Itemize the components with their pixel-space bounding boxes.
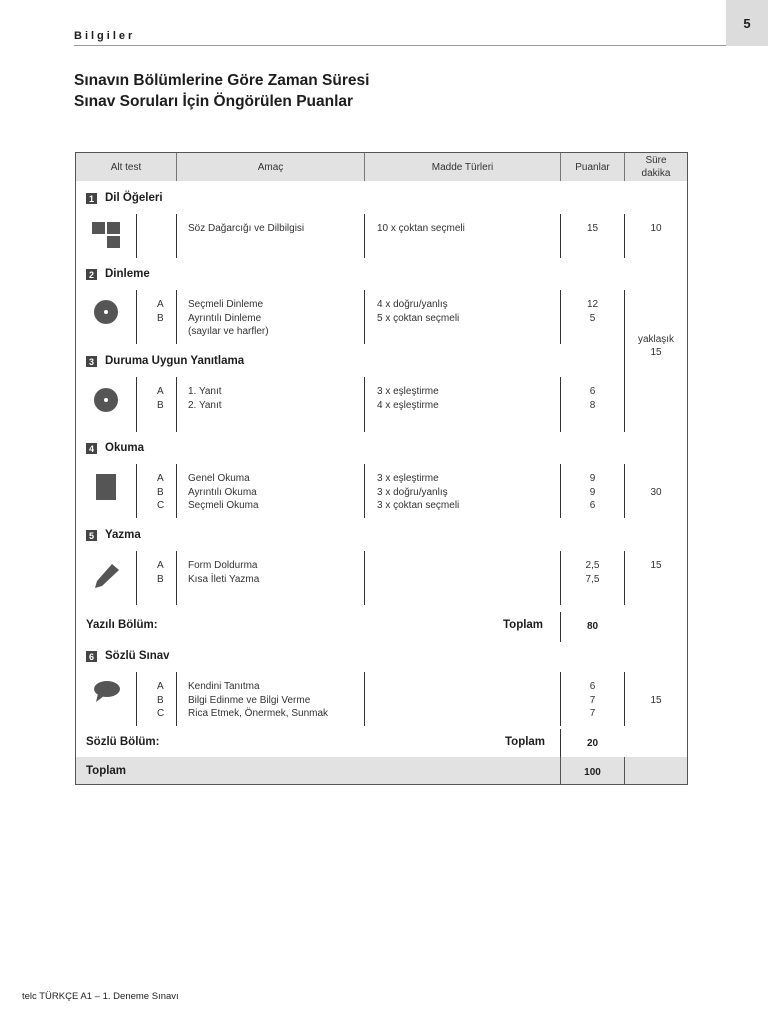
col-sure: Süre	[645, 155, 667, 166]
section-title: Yazma	[105, 529, 141, 541]
section-title: Dinleme	[105, 268, 150, 280]
letter: C	[157, 708, 165, 719]
speech-bubble-icon	[92, 680, 122, 709]
amac-text: 1. Yanıt	[188, 386, 222, 397]
section-title: Okuma	[105, 442, 144, 454]
letter: A	[157, 386, 164, 397]
letter: B	[157, 487, 164, 498]
amac-text: Kendini Tanıtma	[188, 681, 260, 692]
section-number: 6	[86, 651, 97, 662]
puan-value: 6	[589, 386, 596, 397]
col-puanlar: Puanlar	[575, 162, 610, 173]
madde-text: 3 x eşleştirme	[377, 386, 439, 397]
col-alt-test: Alt test	[110, 162, 142, 173]
sozlu-toplam-label: Toplam	[505, 736, 546, 748]
puan-value: 7	[589, 695, 596, 706]
madde-text: 3 x doğru/yanlış	[377, 487, 448, 498]
letter: B	[157, 400, 164, 411]
grand-total-label: Toplam	[86, 765, 127, 777]
section-title: Duruma Uygun Yanıtlama	[105, 355, 245, 367]
amac-text: Söz Dağarcığı ve Dilbilgisi	[188, 223, 305, 234]
grand-total-value: 100	[584, 767, 601, 778]
sure-approx-value: 15	[650, 347, 662, 358]
col-amac: Amaç	[257, 162, 284, 173]
section-number: 4	[86, 443, 97, 454]
yazili-total: 80	[586, 621, 599, 632]
col-sure-unit: dakika	[641, 168, 671, 179]
amac-text: Rica Etmek, Önermek, Sunmak	[188, 708, 329, 719]
sozlu-total: 20	[586, 738, 599, 749]
section-number: 2	[86, 269, 97, 280]
letter: A	[157, 299, 164, 310]
amac-text: 2. Yanıt	[188, 400, 222, 411]
puan-value: 6	[589, 681, 596, 692]
letter: C	[157, 500, 165, 511]
letter: A	[157, 560, 164, 571]
puan-value: 5	[589, 313, 596, 324]
section-title: Sözlü Sınav	[105, 650, 170, 662]
sure-approx-label: yaklaşık	[637, 334, 675, 345]
amac-text: Ayrıntılı Okuma	[188, 487, 257, 498]
sure-value: 10	[650, 223, 662, 234]
letter: A	[157, 681, 164, 692]
amac-text: Seçmeli Okuma	[188, 500, 259, 511]
puan-value: 9	[589, 487, 596, 498]
sure-value: 15	[650, 695, 662, 706]
madde-text: 10 x çoktan seçmeli	[377, 223, 465, 234]
yazili-bolum-label: Yazılı Bölüm:	[86, 619, 158, 631]
letter: B	[157, 695, 164, 706]
letter: B	[157, 313, 164, 324]
sure-value: 15	[650, 560, 662, 571]
section-number: 5	[86, 530, 97, 541]
amac-text: Seçmeli Dinleme	[188, 299, 264, 310]
section-number: 1	[86, 193, 97, 204]
col-madde: Madde Türleri	[431, 162, 494, 173]
sure-value: 30	[650, 487, 662, 498]
madde-text: 4 x eşleştirme	[377, 400, 439, 411]
amac-text: Ayrıntılı Dinleme	[188, 313, 262, 324]
pencil-icon	[92, 562, 122, 595]
madde-text: 3 x eşleştirme	[377, 473, 439, 484]
page-title-line2: Sınav Soruları İçin Öngörülen Puanlar	[74, 93, 354, 110]
letter: B	[157, 574, 164, 585]
puan-value: 9	[589, 473, 596, 484]
cd-icon	[94, 300, 118, 324]
blocks-icon	[92, 222, 120, 248]
footer-text: telc TÜRKÇE A1 – 1. Deneme Sınavı	[22, 991, 179, 1002]
yazili-toplam-label: Toplam	[503, 619, 544, 631]
puan-value: 7,5	[585, 574, 600, 585]
header-divider	[74, 45, 726, 46]
amac-text: Genel Okuma	[188, 473, 250, 484]
amac-text: Kısa İleti Yazma	[188, 574, 260, 585]
header-label: Bilgiler	[74, 30, 136, 42]
puan-value: 15	[586, 223, 599, 234]
sozlu-bolum-label: Sözlü Bölüm:	[86, 736, 160, 748]
puan-value: 12	[586, 299, 599, 310]
section-title: Dil Öğeleri	[105, 192, 163, 204]
puan-value: 2,5	[585, 560, 600, 571]
letter: A	[157, 473, 164, 484]
book-icon	[96, 474, 116, 500]
amac-text: Bilgi Edinme ve Bilgi Verme	[188, 695, 311, 706]
puan-value: 7	[589, 708, 596, 719]
cd-icon	[94, 388, 118, 412]
page-number: 5	[726, 0, 768, 46]
page-title-line1: Sınavın Bölümlerine Göre Zaman Süresi	[74, 72, 370, 89]
puan-value: 8	[589, 400, 596, 411]
madde-text: 4 x doğru/yanlış	[377, 299, 448, 310]
amac-text: (sayılar ve harfler)	[188, 326, 269, 337]
amac-text: Form Doldurma	[188, 560, 258, 571]
madde-text: 3 x çoktan seçmeli	[377, 500, 460, 511]
madde-text: 5 x çoktan seçmeli	[377, 313, 460, 324]
section-number: 3	[86, 356, 97, 367]
puan-value: 6	[589, 500, 596, 511]
